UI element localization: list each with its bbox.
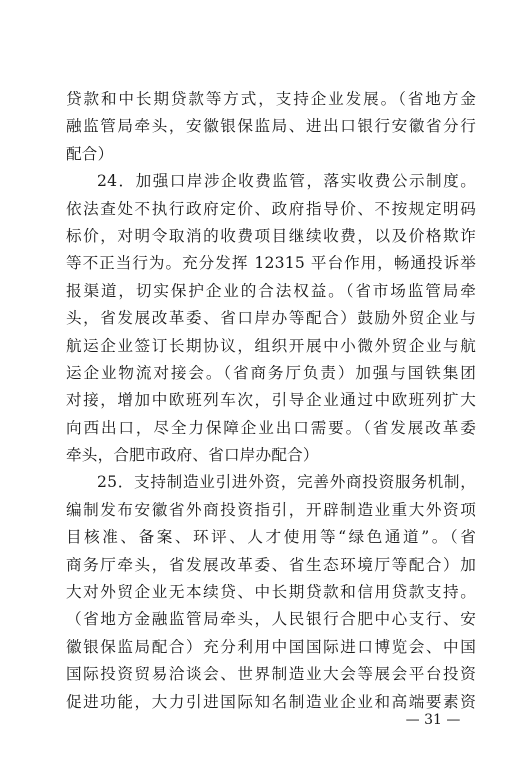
text-line: 徽银保监局配合）充分利用中国国际进口博览会、中国 <box>66 637 476 656</box>
text-line: 对接，增加中欧班列车次，引导企业通过中欧班列扩大 <box>66 391 476 410</box>
text-line: 等不正当行为。充分发挥 12315 平台作用，畅通投诉举 <box>66 254 476 273</box>
text-line: 配合） <box>66 144 114 163</box>
text-line: 依法查处不执行政府定价、政府指导价、不按规定明码 <box>66 199 476 218</box>
text-line: 24．加强口岸涉企收费监管，落实收费公示制度。 <box>97 172 476 191</box>
text-line: 25．支持制造业引进外资，完善外商投资服务机制， <box>97 473 476 492</box>
text-line: 标价，对明令取消的收费项目继续收费，以及价格欺诈 <box>66 226 476 245</box>
body-text <box>66 86 476 716</box>
text-line: 目核准、备案、环评、人才使用等“绿色通道”。（省 <box>66 528 476 547</box>
text-line: 报渠道，切实保护企业的合法权益。（省市场监管局牵 <box>66 281 476 300</box>
page-number: — 31 — <box>405 712 461 728</box>
text-line: 牵头，合肥市政府、省口岸办配合） <box>66 446 319 465</box>
text-line: 向西出口，尽全力保障企业出口需要。（省发展改革委 <box>66 418 476 437</box>
text-line: 编制发布安徽省外商投资指引，开辟制造业重大外资项 <box>66 500 476 519</box>
text-line: 头，省发展改革委、省口岸办等配合）鼓励外贸企业与 <box>66 309 476 328</box>
text-line: 航运企业签订长期协议，组织开展中小微外贸企业与航 <box>66 336 476 355</box>
text-line: （省地方金融监管局牵头，人民银行合肥中心支行、安 <box>66 610 476 629</box>
text-line: 国际投资贸易洽谈会、世界制造业大会等展会平台投资 <box>66 665 476 684</box>
text-line: 贷款和中长期贷款等方式，支持企业发展。（省地方金 <box>66 90 476 108</box>
text-line: 促进功能，大力引进国际知名制造业企业和高端要素资 <box>66 692 476 711</box>
text-line: 商务厅牵头，省发展改革委、省生态环境厅等配合）加 <box>66 555 476 574</box>
text-line: 融监管局牵头，安徽银保监局、进出口银行安徽省分行 <box>66 117 476 136</box>
text-line: 运企业物流对接会。（省商务厅负责）加强与国铁集团 <box>66 363 476 382</box>
text-line: 大对外贸企业无本续贷、中长期贷款和信用贷款支持。 <box>66 583 476 602</box>
